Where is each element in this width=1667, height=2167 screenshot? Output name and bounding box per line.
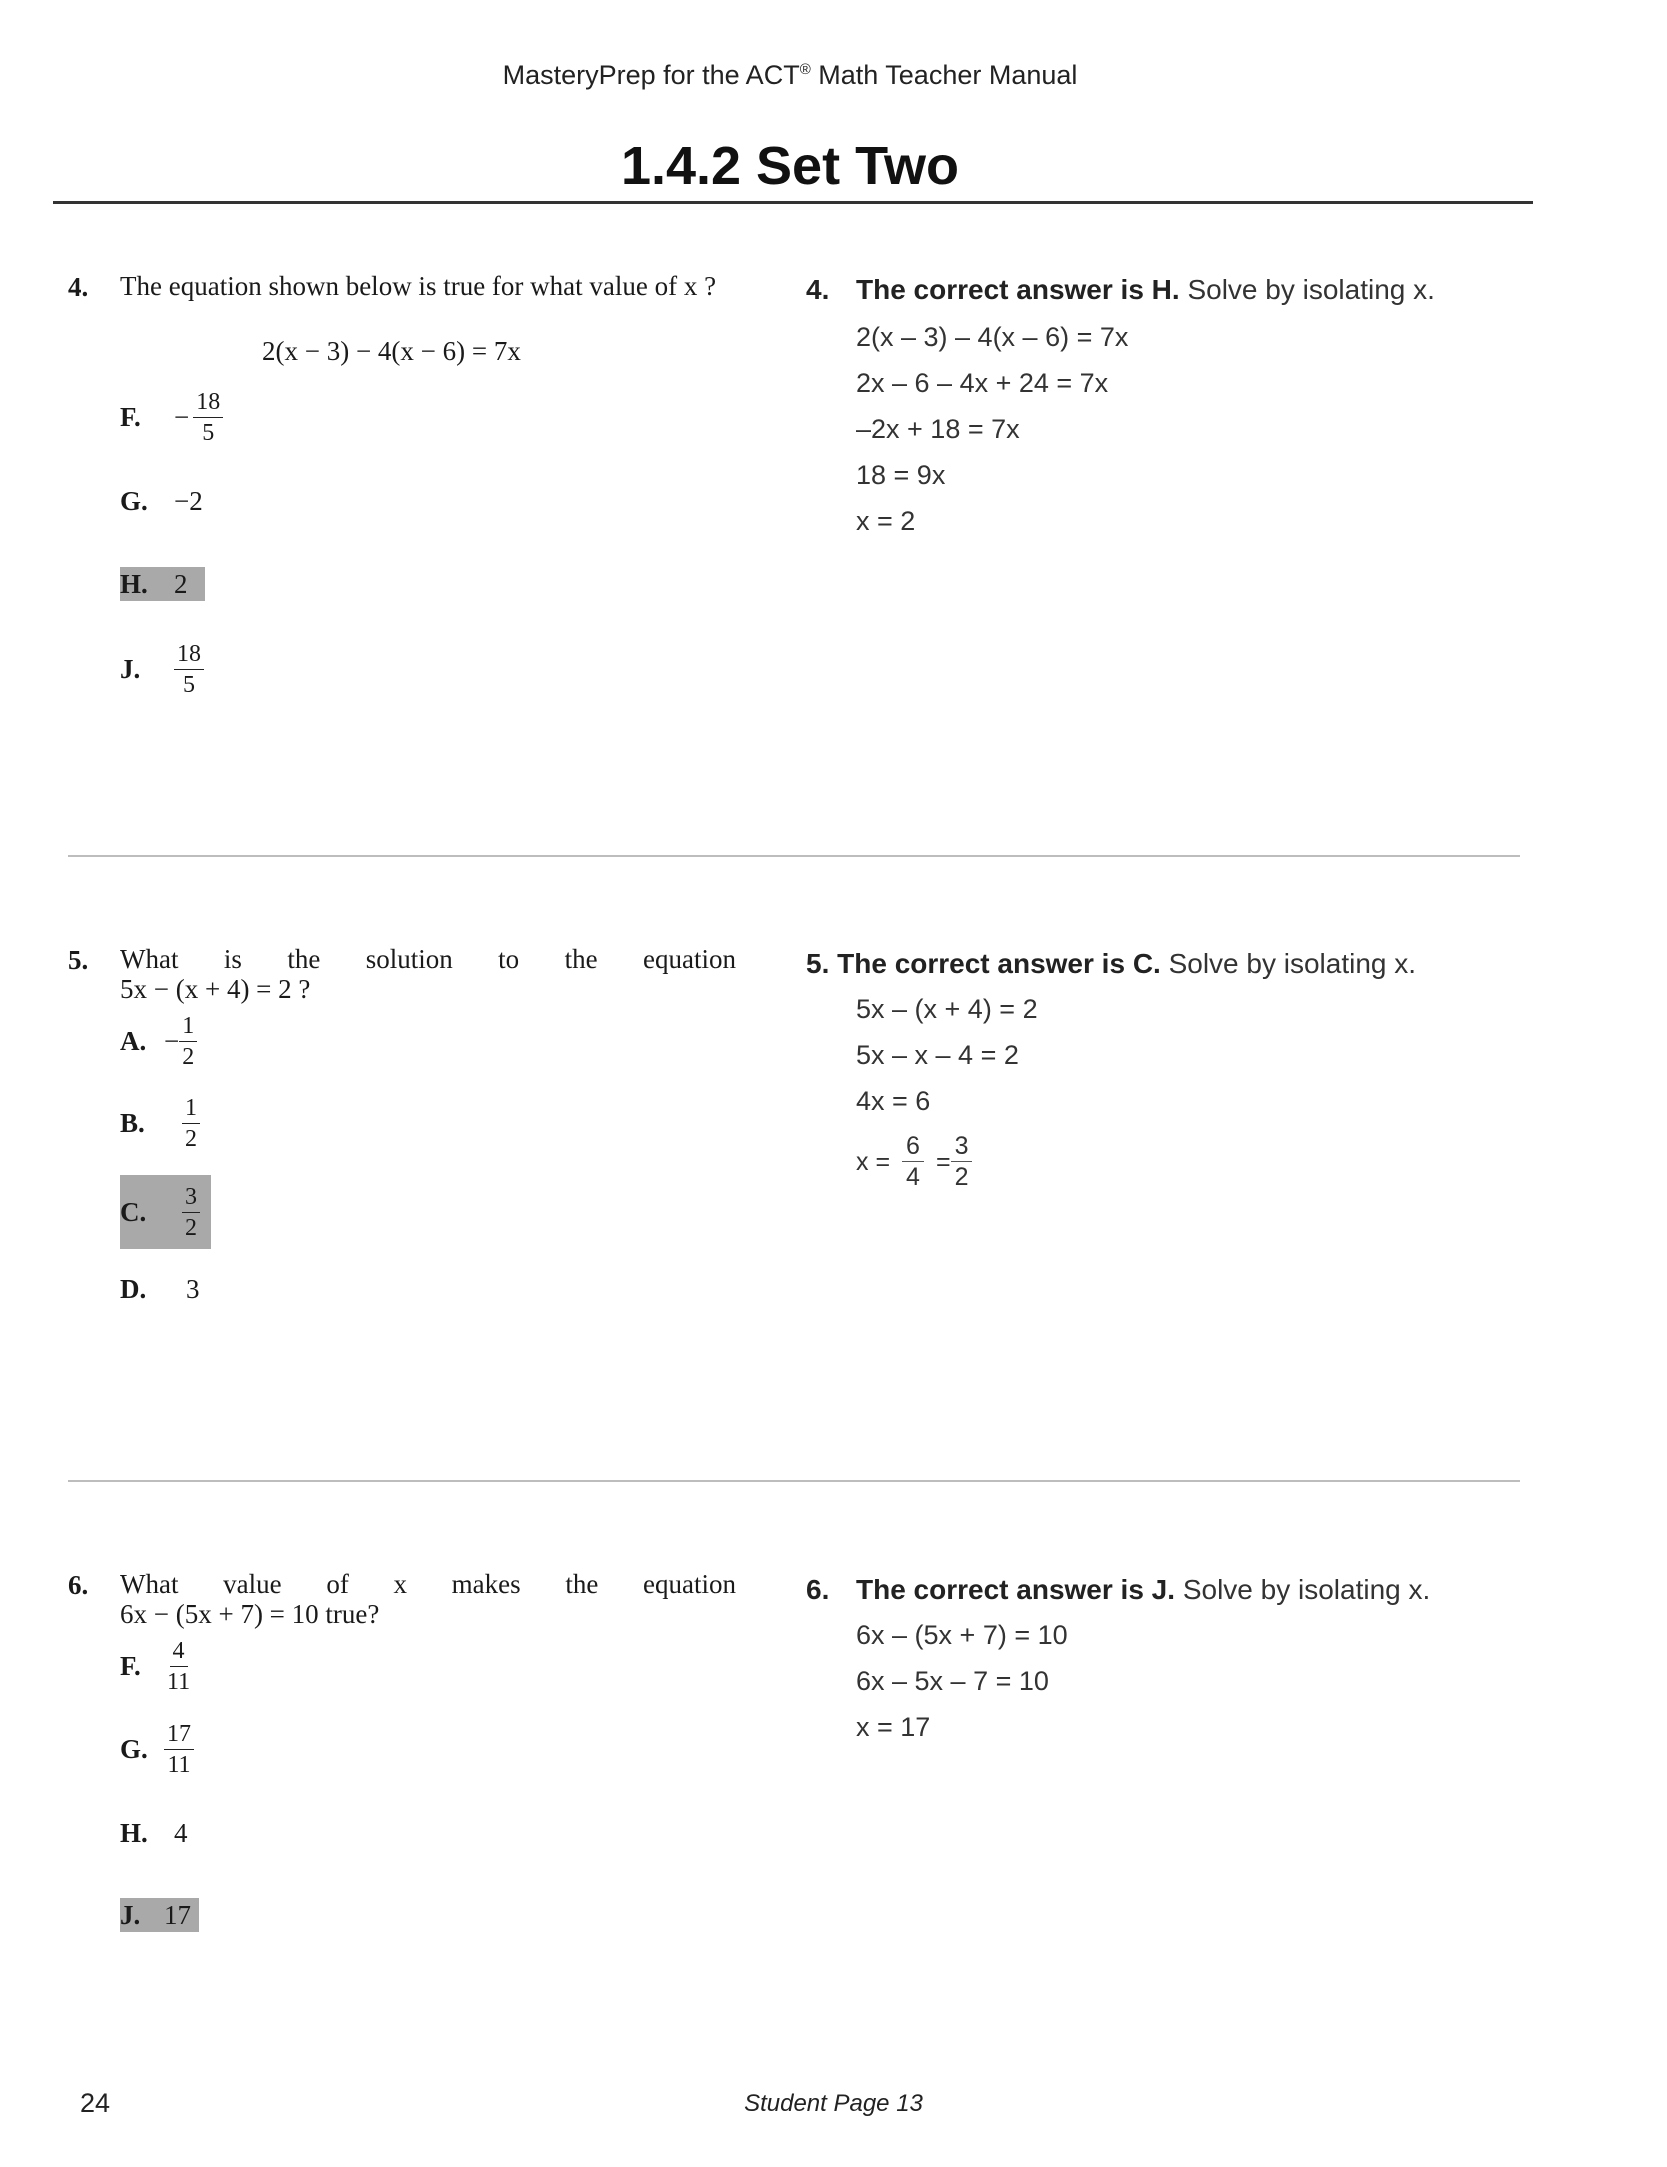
option-fraction [193, 389, 223, 446]
option-5-d[interactable] [120, 1258, 200, 1320]
solution-step: 18 = 9x [856, 460, 946, 490]
running-header [0, 60, 1580, 91]
fraction-denominator: 2 [185, 1214, 197, 1241]
solution-step: 2(x – 3) – 4(x – 6) = 7x [856, 322, 1129, 352]
answer-number: 4. [806, 274, 830, 305]
question-5-number: 5. [68, 945, 89, 975]
answer-rest: Solve by isolating x. [1179, 274, 1435, 305]
answer-rest: Solve by isolating x. [1175, 1574, 1431, 1605]
question-6-number: 6. [68, 1570, 89, 1600]
section-divider [68, 1480, 1520, 1482]
fraction-numerator: 17 [164, 1721, 194, 1750]
final-equals: = [935, 1147, 951, 1176]
option-6-g[interactable] [120, 1718, 194, 1780]
option-label: G. [120, 1733, 148, 1764]
option-4-g[interactable] [120, 470, 203, 532]
fraction-denominator: 2 [954, 1163, 969, 1191]
option-label: D. [120, 1273, 147, 1304]
option-label: H. [120, 1817, 148, 1848]
fraction-denominator: 11 [167, 1668, 191, 1695]
page-title: 1.4.2 Set Two [620, 136, 960, 196]
fraction-numerator: 6 [902, 1132, 924, 1162]
title-rule [53, 201, 1533, 204]
answer-bold: The correct answer is J. [856, 1574, 1176, 1605]
option-label: F. [120, 401, 141, 432]
question-5-text-line2: 5x − (x + 4) = 2 ? [120, 974, 311, 1004]
option-fraction [174, 641, 204, 698]
solution-step: x = 2 [856, 506, 916, 536]
solution-step: 6x – (5x + 7) = 10 [856, 1620, 1068, 1650]
option-label: B. [120, 1107, 145, 1138]
answer-4-number [806, 274, 829, 306]
solution-step: –2x + 18 = 7x [856, 414, 1020, 444]
option-value: 3 [186, 1273, 200, 1304]
answer-4-heading [856, 274, 1435, 306]
answer-5-steps [856, 986, 1038, 1124]
option-5-a[interactable] [120, 1010, 197, 1072]
student-page-reference: Student Page 13 [744, 2090, 923, 2117]
fraction-numerator: 3 [951, 1132, 973, 1162]
option-fraction [179, 1013, 197, 1070]
option-fraction [182, 1184, 200, 1241]
option-6-f[interactable] [120, 1635, 193, 1697]
option-5-b[interactable] [120, 1092, 200, 1154]
fraction-denominator: 2 [182, 1043, 195, 1070]
option-4-j[interactable] [120, 638, 204, 700]
option-value: −2 [174, 485, 203, 516]
question-4-equation: 2(x − 3) − 4(x − 6) = 7x [262, 336, 521, 366]
answer-bold: 5. The correct answer is C. [806, 948, 1161, 979]
registered-mark: ® [799, 61, 811, 78]
header-text-suffix: Math Teacher Manual [810, 60, 1078, 90]
option-6-j-selected[interactable] [120, 1898, 199, 1932]
fraction-denominator: 5 [202, 419, 215, 446]
fraction-denominator: 2 [185, 1125, 197, 1152]
answer-6-number [806, 1574, 829, 1606]
final-prefix: x = [856, 1147, 891, 1176]
answer-5-heading [806, 948, 1416, 980]
final-fraction-1 [902, 1132, 924, 1191]
option-4-h-selected[interactable] [120, 567, 205, 601]
fraction-denominator: 11 [167, 1751, 191, 1778]
option-label: C. [120, 1196, 147, 1227]
fraction-numerator: 4 [170, 1638, 188, 1667]
option-sign: − [174, 401, 190, 432]
question-6-text-line1: What value of x makes the equation [120, 1569, 736, 1599]
option-label: G. [120, 485, 148, 516]
option-label: H. [120, 568, 148, 599]
fraction-numerator: 18 [193, 389, 223, 418]
option-value: 4 [174, 1817, 188, 1848]
solution-step: 5x – x – 4 = 2 [856, 1040, 1019, 1070]
option-6-h[interactable] [120, 1802, 188, 1864]
option-fraction [164, 1638, 193, 1695]
fraction-numerator: 1 [182, 1095, 200, 1124]
solution-step: 6x – 5x – 7 = 10 [856, 1666, 1049, 1696]
option-label: A. [120, 1025, 147, 1056]
option-fraction [164, 1721, 194, 1778]
answer-5-final [856, 1132, 972, 1191]
fraction-denominator: 4 [906, 1163, 920, 1191]
answer-bold: The correct answer is H. [856, 274, 1180, 305]
fraction-denominator: 5 [183, 671, 195, 698]
section-divider [68, 855, 1520, 857]
header-text: MasteryPrep for the ACT [502, 60, 800, 90]
option-fraction [182, 1095, 200, 1152]
option-label: F. [120, 1650, 141, 1681]
answer-number: 6. [806, 1574, 830, 1605]
fraction-numerator: 1 [179, 1013, 197, 1042]
question-6-text-line2: 6x − (5x + 7) = 10 true? [120, 1599, 380, 1629]
option-label: J. [120, 1899, 141, 1930]
option-label: J. [120, 653, 141, 684]
page-number: 24 [80, 2088, 111, 2118]
answer-4-steps [856, 314, 1128, 544]
option-value: 2 [174, 568, 188, 599]
solution-step: 4x = 6 [856, 1086, 931, 1116]
question-5-text-line1: What is the solution to the equation [120, 944, 736, 974]
option-value: 17 [164, 1899, 191, 1930]
solution-step: 2x – 6 – 4x + 24 = 7x [856, 368, 1109, 398]
option-sign: − [164, 1025, 180, 1056]
question-4-text: The equation shown below is true for what value of x ? [120, 271, 717, 301]
answer-6-heading [856, 1574, 1430, 1606]
fraction-numerator: 3 [182, 1184, 200, 1213]
option-4-f[interactable] [120, 386, 223, 448]
final-fraction-2 [951, 1132, 973, 1191]
answer-6-steps [856, 1612, 1068, 1750]
question-4-number: 4. [68, 272, 89, 302]
option-5-c-selected[interactable] [120, 1175, 211, 1249]
fraction-numerator: 18 [174, 641, 204, 670]
solution-step: 5x – (x + 4) = 2 [856, 994, 1038, 1024]
answer-rest: Solve by isolating x. [1160, 948, 1417, 979]
solution-step: x = 17 [856, 1712, 931, 1742]
